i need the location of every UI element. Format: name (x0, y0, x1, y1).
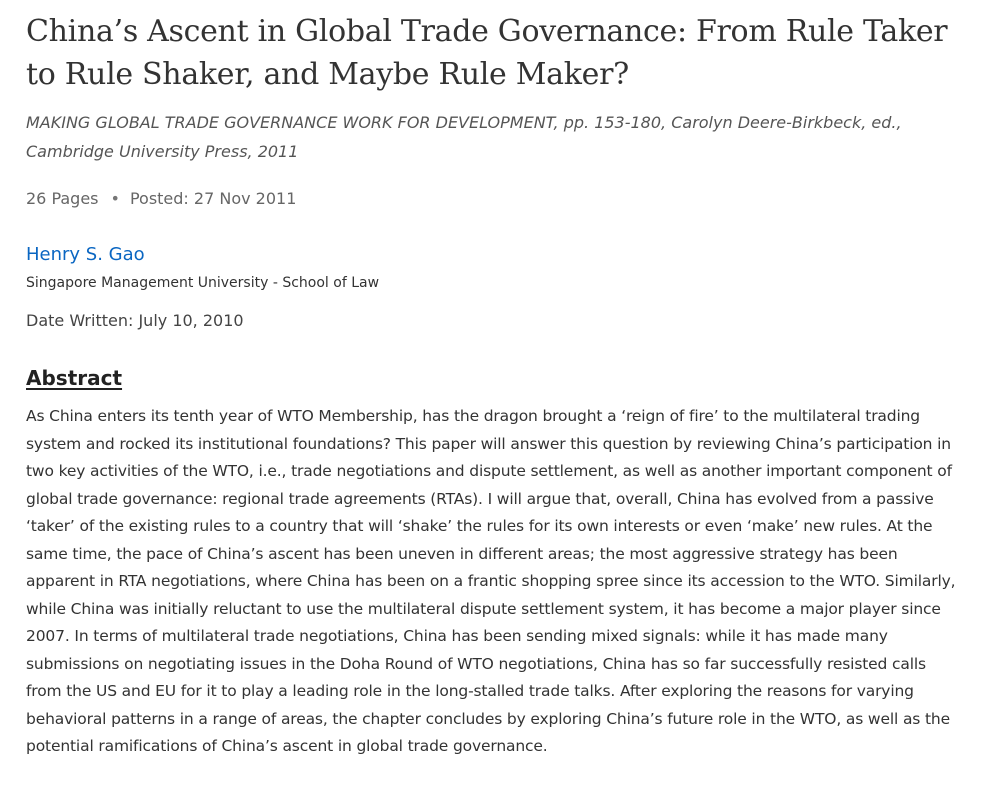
author-link[interactable]: Henry S. Gao (26, 244, 145, 265)
paper-meta (26, 186, 296, 212)
date-written: Date Written: July 10, 2010 (26, 311, 244, 330)
posted-date: Posted: 27 Nov 2011 (129, 189, 297, 208)
author-affiliation: Singapore Management University - School of Law (26, 275, 380, 291)
abstract-text: As China enters its tenth year of WTO Membership, has the dragon brought a ‘reign of fire’ to the multilateral trading system and rocked its institutional foundations? This paper will answer this question by reviewing China’s participation in two key activities of the WTO, i.e., trade negotiations and dispute settlement, as well as another important component of global trade governance: regional trade agreements (RTAs). I will argue that, overall, China has evolved from a passive ‘taker’ of the existing rules to a country that will ‘shake’ the rules for its own interests or even ‘make’ new rules. At the same time, the pace of China’s ascent has been uneven in different areas; the most aggressive strategy has been apparent in RTA negotiations, where China has been on a frantic shopping spree since its accession to the WTO. Similarly, while China was initially reluctant to use the multilateral dispute settlement system, it has become a major player since 2007. In terms of multilateral trade negotiations, China has been sending mixed signals: while it has made many submissions on negotiating issues in the Doha Round of WTO negotiations, China has so far successfully resisted calls from the US and EU for it to play a leading role in the long-stalled trade talks. After exploring the reasons for varying behavioral patterns in a range of areas, the chapter concludes by exploring China’s future role in the WTO, as well as the potential ramifications of China’s ascent in global trade governance. (26, 407, 956, 755)
citation: MAKING GLOBAL TRADE GOVERNANCE WORK FOR DEVELOPMENT, pp. 153-180, Carolyn Deere-Birkbeck, ed., Cambridge University Press, 2011 (26, 113, 902, 161)
page-count: 26 Pages (26, 189, 99, 208)
paper-title: China’s Ascent in Global Trade Governance: From Rule Taker to Rule Shaker, and Maybe Rule Maker? (26, 14, 948, 92)
abstract-heading: Abstract (26, 366, 123, 390)
meta-separator: • (110, 189, 120, 208)
